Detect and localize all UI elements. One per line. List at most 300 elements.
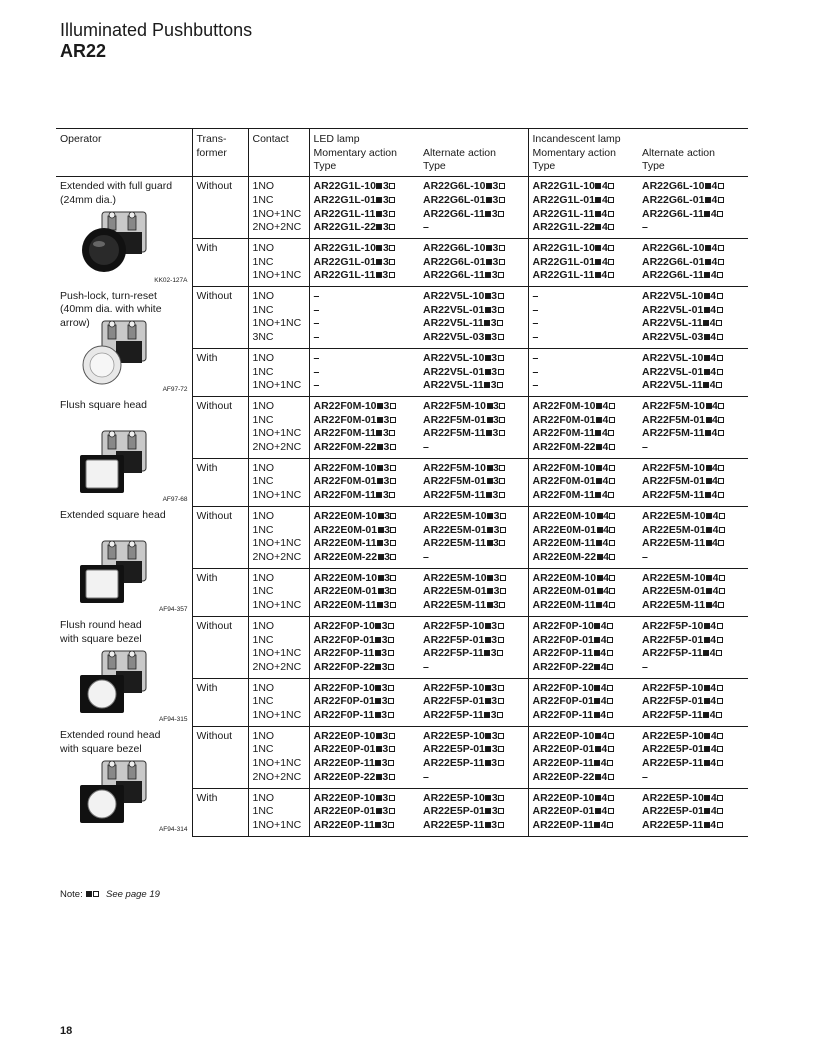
contact-cell <box>248 396 309 458</box>
model-number: AR22E0M-01 4 <box>533 585 636 599</box>
model-number: AR22G6L-10 3 <box>423 242 525 256</box>
model-number: – <box>313 351 320 364</box>
led-alternate-cell <box>419 348 528 396</box>
led-momentary-cell <box>309 616 419 678</box>
model-number: – <box>532 379 539 392</box>
model-number: AR22V5L-11 3 <box>423 379 525 393</box>
model-number: AR22G1L-11 4 <box>533 208 636 222</box>
page-title: Illuminated Pushbuttons <box>60 20 253 40</box>
model-number: AR22E0M-01 3 <box>314 524 417 538</box>
operator-label: Extended square head <box>60 509 166 522</box>
incandescent-alternate-cell <box>638 678 748 726</box>
model-number: AR22E5P-10 4 <box>642 792 745 806</box>
led-momentary-cell <box>309 506 419 568</box>
model-number: AR22G1L-11 3 <box>314 208 417 222</box>
model-number: AR22F0P-22 4 <box>533 661 636 675</box>
model-number: AR22E0P-11 3 <box>314 819 417 833</box>
model-number: AR22F5P-10 4 <box>642 620 745 634</box>
model-number: – <box>532 365 539 378</box>
contact-type: 2NO+2NC <box>252 221 302 234</box>
led-alternate-cell <box>419 568 528 616</box>
model-number: AR22F0M-22 3 <box>314 441 417 455</box>
model-number: AR22E0M-11 3 <box>314 599 417 613</box>
led-alternate-cell <box>419 458 528 506</box>
model-number: AR22E0M-10 3 <box>314 572 417 586</box>
contact-type: 1NC <box>252 413 274 426</box>
figure-code: AF94-357 <box>158 606 188 614</box>
model-number: AR22F0P-10 3 <box>314 620 417 634</box>
model-number: AR22E5P-11 4 <box>642 819 745 833</box>
figure-code: AF97-68 <box>162 496 188 504</box>
table-row <box>56 616 748 678</box>
operator-photo <box>60 206 188 284</box>
incandescent-momentary-cell <box>528 238 638 286</box>
model-number: AR22E5M-10 3 <box>423 572 525 586</box>
contact-type: 1NC <box>252 633 274 646</box>
model-number: AR22G1L-10 4 <box>533 180 636 194</box>
model-number: AR22E0M-22 3 <box>314 551 417 565</box>
contact-type: 2NO+2NC <box>252 660 302 673</box>
contact-type: 1NC <box>252 585 274 598</box>
led-momentary-cell <box>309 678 419 726</box>
model-number: AR22E5P-10 4 <box>642 730 745 744</box>
model-number: AR22E0P-10 3 <box>314 792 417 806</box>
operator-cell <box>56 396 192 506</box>
led-momentary-cell <box>309 458 419 506</box>
model-number: AR22G1L-22 4 <box>533 221 636 235</box>
operator-photo <box>60 755 188 833</box>
incandescent-alternate-cell <box>638 177 748 239</box>
col-header-contact: Contact <box>248 129 309 177</box>
led-alternate-cell <box>419 287 528 349</box>
pushbutton-extended-round-icon <box>72 755 152 825</box>
incandescent-momentary-cell <box>528 726 638 788</box>
contact-type: 1NO+1NC <box>252 818 302 831</box>
table-row <box>56 177 748 239</box>
contact-type: 1NC <box>252 303 274 316</box>
model-number: – <box>423 660 429 673</box>
contact-type: 1NO <box>252 619 275 632</box>
led-momentary-cell <box>309 396 419 458</box>
incandescent-alternate-cell <box>638 238 748 286</box>
contact-type: 1NO <box>252 399 275 412</box>
col-header-transformer: Trans- former <box>192 129 248 177</box>
model-number: AR22G1L-10 3 <box>314 180 417 194</box>
model-number: AR22E5M-11 3 <box>423 537 525 551</box>
model-number: AR22F5P-01 4 <box>642 634 745 648</box>
contact-type: 1NC <box>252 193 274 206</box>
incandescent-momentary-cell <box>528 678 638 726</box>
model-number: AR22G1L-11 4 <box>533 269 636 283</box>
led-alternate-cell <box>419 726 528 788</box>
incandescent-momentary-cell <box>528 788 638 836</box>
transformer-cell: Without <box>192 396 248 458</box>
contact-type: 2NO+2NC <box>252 550 302 563</box>
model-number: AR22F0M-10 4 <box>533 400 636 414</box>
contact-type: 1NO+1NC <box>252 537 302 550</box>
model-number: AR22V5L-01 4 <box>642 304 745 318</box>
model-number: AR22F0P-01 3 <box>314 695 417 709</box>
model-number: AR22F5M-01 3 <box>423 414 525 428</box>
model-number: AR22E5M-11 3 <box>423 599 525 613</box>
model-number: AR22F5M-10 3 <box>423 400 525 414</box>
pushbutton-flush-round-icon <box>72 645 152 715</box>
model-number: – <box>532 351 539 364</box>
model-number: – <box>532 303 539 316</box>
led-momentary-cell <box>309 287 419 349</box>
led-momentary-cell <box>309 788 419 836</box>
model-number: AR22F0P-11 3 <box>314 709 417 723</box>
model-number: AR22E0M-10 4 <box>533 572 636 586</box>
model-number: AR22V5L-01 3 <box>423 304 525 318</box>
model-number: AR22G1L-22 3 <box>314 221 417 235</box>
contact-cell <box>248 287 309 349</box>
model-number: AR22E0P-01 3 <box>314 743 417 757</box>
contact-type: 1NO+1NC <box>252 599 302 612</box>
model-number: AR22E5M-11 4 <box>642 537 745 551</box>
contact-type: 3NC <box>252 331 274 344</box>
model-number: AR22E5M-01 4 <box>642 524 745 538</box>
model-number: – <box>313 290 320 303</box>
contact-cell <box>248 238 309 286</box>
contact-type: 1NO <box>252 180 275 193</box>
incandescent-alternate-cell <box>638 788 748 836</box>
col-header-incandescent-alternate: Alternate action Type <box>638 129 748 177</box>
model-number: AR22F0M-01 4 <box>533 475 636 489</box>
transformer-cell: With <box>192 788 248 836</box>
model-number: AR22F5P-11 4 <box>642 647 745 661</box>
model-number: AR22F0P-11 4 <box>533 647 636 661</box>
model-number: AR22G1L-01 4 <box>533 194 636 208</box>
model-number: AR22V5L-01 4 <box>642 366 745 380</box>
model-number: AR22E0P-01 4 <box>533 743 636 757</box>
incandescent-momentary-cell <box>528 568 638 616</box>
transformer-cell: Without <box>192 616 248 678</box>
model-number: – <box>423 770 429 783</box>
model-number: AR22F5M-01 3 <box>423 475 525 489</box>
transformer-cell: With <box>192 348 248 396</box>
model-number: – <box>313 379 320 392</box>
operator-photo <box>60 425 188 503</box>
contact-type: 1NO+1NC <box>252 427 302 440</box>
model-number: AR22E5M-01 4 <box>642 585 745 599</box>
model-number: AR22F5P-11 3 <box>423 647 525 661</box>
model-number: AR22F0M-11 3 <box>314 427 417 441</box>
model-number: AR22E5P-01 4 <box>642 743 745 757</box>
model-number: AR22F5M-10 4 <box>642 462 745 476</box>
led-alternate-cell <box>419 396 528 458</box>
model-number: AR22F5M-11 4 <box>642 427 745 441</box>
led-momentary-cell <box>309 568 419 616</box>
table-row <box>56 506 748 568</box>
model-number: AR22G1L-01 3 <box>314 256 417 270</box>
transformer-cell: With <box>192 458 248 506</box>
model-number: AR22G1L-01 3 <box>314 194 417 208</box>
pushbutton-flush-square-icon <box>72 425 152 495</box>
contact-type: 1NC <box>252 365 274 378</box>
model-number: AR22E0P-10 4 <box>533 730 636 744</box>
operator-cell <box>56 287 192 397</box>
model-number: AR22F0M-10 4 <box>533 462 636 476</box>
transformer-cell: Without <box>192 287 248 349</box>
model-table <box>56 128 748 837</box>
led-alternate-cell <box>419 506 528 568</box>
note-text: See page 19 <box>106 889 160 900</box>
model-number: AR22E0P-01 4 <box>533 805 636 819</box>
contact-cell <box>248 348 309 396</box>
led-momentary-cell <box>309 177 419 239</box>
model-number: AR22E0M-11 4 <box>533 537 636 551</box>
transformer-cell: Without <box>192 177 248 239</box>
figure-code: AF94-315 <box>158 716 188 724</box>
contact-type: 1NO <box>252 351 275 364</box>
model-number: AR22F0M-11 4 <box>533 427 636 441</box>
contact-type: 1NO <box>252 241 275 254</box>
model-number: AR22G1L-01 4 <box>533 256 636 270</box>
col-header-operator: Operator <box>56 129 192 177</box>
contact-cell <box>248 568 309 616</box>
model-number: AR22E0P-22 4 <box>533 771 636 785</box>
led-momentary-cell <box>309 238 419 286</box>
model-number: AR22E5P-11 3 <box>423 819 525 833</box>
figure-code: KK02-127A <box>154 276 188 284</box>
model-number: AR22E0P-10 4 <box>533 792 636 806</box>
pushbutton-mushroom-icon <box>72 315 152 385</box>
model-number: AR22G6L-10 4 <box>642 242 745 256</box>
incandescent-momentary-cell <box>528 287 638 349</box>
pushbutton-extended-square-icon <box>72 535 152 605</box>
model-number: AR22E0P-11 3 <box>314 757 417 771</box>
model-number: AR22F0M-11 3 <box>314 489 417 503</box>
model-number: AR22E5P-01 4 <box>642 805 745 819</box>
filled-square-icon <box>86 891 92 897</box>
model-number: AR22E0M-22 4 <box>533 551 636 565</box>
operator-label: Flush square head <box>60 399 147 412</box>
incandescent-momentary-cell <box>528 506 638 568</box>
contact-type: 1NC <box>252 475 274 488</box>
incandescent-momentary-cell <box>528 348 638 396</box>
contact-type: 1NC <box>252 805 274 818</box>
contact-type: 1NC <box>252 743 274 756</box>
operator-label: Push-lock, turn-reset (40mm dia. with white arrow) <box>60 289 162 329</box>
pushbutton-full-guard-icon <box>72 206 152 276</box>
model-number: AR22E0M-11 4 <box>533 599 636 613</box>
model-number: AR22E5M-11 4 <box>642 599 745 613</box>
model-number: AR22E0P-11 4 <box>533 757 636 771</box>
model-number: AR22G6L-11 3 <box>423 208 525 222</box>
model-number: AR22V5L-11 4 <box>642 317 745 331</box>
model-number: AR22V5L-10 4 <box>642 290 745 304</box>
operator-label: Flush round head with square bezel <box>60 619 142 645</box>
contact-type: 1NO+1NC <box>252 709 302 722</box>
model-number: AR22F0M-01 3 <box>314 414 417 428</box>
contact-type: 1NO+1NC <box>252 647 302 660</box>
operator-photo <box>60 535 188 613</box>
model-number: – <box>642 221 648 234</box>
incandescent-momentary-cell <box>528 616 638 678</box>
led-momentary-cell <box>309 348 419 396</box>
incandescent-momentary-cell <box>528 396 638 458</box>
model-number: AR22F0P-22 3 <box>314 661 417 675</box>
model-number: AR22V5L-01 3 <box>423 366 525 380</box>
operator-cell <box>56 616 192 726</box>
model-number: AR22G6L-01 4 <box>642 256 745 270</box>
model-number: AR22V5L-11 4 <box>642 379 745 393</box>
model-number: AR22E5P-10 3 <box>423 730 525 744</box>
table-row <box>56 726 748 788</box>
model-number: AR22F0P-01 4 <box>533 695 636 709</box>
contact-type: 1NO <box>252 461 275 474</box>
page-subtitle: AR22 <box>60 41 107 61</box>
model-number: AR22G6L-10 4 <box>642 180 745 194</box>
model-number: AR22F5P-10 3 <box>423 620 525 634</box>
model-number: – <box>532 331 539 344</box>
model-number: – <box>642 660 648 673</box>
model-number: AR22F5M-10 4 <box>642 400 745 414</box>
model-number: AR22V5L-11 3 <box>423 317 525 331</box>
model-number: AR22F5P-11 3 <box>423 709 525 723</box>
model-number: AR22F0M-10 3 <box>314 462 417 476</box>
contact-type: 1NO <box>252 290 275 303</box>
model-number: AR22F5M-11 4 <box>642 489 745 503</box>
contact-type: 1NC <box>252 255 274 268</box>
model-number: AR22F5P-01 4 <box>642 695 745 709</box>
model-number: AR22E0M-01 3 <box>314 585 417 599</box>
model-number: AR22E5M-01 3 <box>423 524 525 538</box>
contact-cell <box>248 458 309 506</box>
model-number: AR22F5P-11 4 <box>642 709 745 723</box>
model-number: – <box>642 550 648 563</box>
incandescent-momentary-cell <box>528 458 638 506</box>
figure-code: AF97-72 <box>162 386 188 394</box>
contact-type: 1NO <box>252 681 275 694</box>
model-number: – <box>423 221 429 234</box>
model-number: AR22V5L-03 4 <box>642 331 745 345</box>
model-number: AR22F5P-01 3 <box>423 634 525 648</box>
contact-type: 1NO <box>252 791 275 804</box>
model-number: – <box>423 441 429 454</box>
contact-type: 1NO+1NC <box>252 379 302 392</box>
contact-cell <box>248 788 309 836</box>
table-header-row <box>56 129 748 177</box>
model-number: AR22E0M-01 4 <box>533 524 636 538</box>
contact-cell <box>248 506 309 568</box>
col-header-led-alternate: Alternate action Type <box>419 129 528 177</box>
model-number: AR22G6L-01 4 <box>642 194 745 208</box>
model-number: AR22E5M-10 4 <box>642 572 745 586</box>
model-number: AR22V5L-10 3 <box>423 352 525 366</box>
model-number: AR22E5M-10 4 <box>642 510 745 524</box>
model-number: AR22F5M-01 4 <box>642 414 745 428</box>
incandescent-alternate-cell <box>638 568 748 616</box>
model-number: AR22E5P-01 3 <box>423 743 525 757</box>
incandescent-momentary-cell <box>528 177 638 239</box>
model-number: AR22G6L-01 3 <box>423 194 525 208</box>
table-note <box>60 889 160 900</box>
page-number: 18 <box>60 1025 73 1037</box>
model-number: AR22G6L-10 3 <box>423 180 525 194</box>
incandescent-alternate-cell <box>638 458 748 506</box>
led-alternate-cell <box>419 616 528 678</box>
model-number: AR22F0P-11 3 <box>314 647 417 661</box>
col-header-led-momentary: LED lamp Momentary action Type <box>309 129 419 177</box>
contact-type: 1NO+1NC <box>252 207 302 220</box>
model-number: AR22G6L-11 4 <box>642 208 745 222</box>
contact-type: 1NO <box>252 509 275 522</box>
led-alternate-cell <box>419 678 528 726</box>
model-number: AR22V5L-03 3 <box>423 331 525 345</box>
model-number: AR22F0P-10 4 <box>533 620 636 634</box>
col-header-incandescent-momentary: Incandescent lamp Momentary action Type <box>528 129 638 177</box>
model-number: – <box>313 317 320 330</box>
model-number: AR22G1L-10 4 <box>533 242 636 256</box>
led-alternate-cell <box>419 238 528 286</box>
contact-type: 2NO+2NC <box>252 441 302 454</box>
contact-type: 2NO+2NC <box>252 770 302 783</box>
contact-type: 1NO <box>252 729 275 742</box>
model-number: – <box>532 317 539 330</box>
transformer-cell: With <box>192 238 248 286</box>
contact-type: 1NO+1NC <box>252 489 302 502</box>
note-label: Note: <box>60 889 83 900</box>
model-number: AR22E0P-11 4 <box>533 819 636 833</box>
contact-type: 1NO+1NC <box>252 317 302 330</box>
model-number: AR22G6L-11 3 <box>423 269 525 283</box>
operator-photo <box>60 315 188 393</box>
open-square-icon <box>93 891 99 897</box>
model-number: AR22V5L-10 3 <box>423 290 525 304</box>
model-number: AR22F0P-11 4 <box>533 709 636 723</box>
operator-cell <box>56 726 192 836</box>
model-number: AR22E0M-10 4 <box>533 510 636 524</box>
model-number: AR22F5P-01 3 <box>423 695 525 709</box>
contact-type: 1NO+1NC <box>252 757 302 770</box>
model-number: AR22G6L-01 3 <box>423 256 525 270</box>
model-number: AR22F5M-01 4 <box>642 475 745 489</box>
contact-type: 1NC <box>252 523 274 536</box>
model-number: AR22F5P-10 3 <box>423 682 525 696</box>
incandescent-alternate-cell <box>638 287 748 349</box>
model-number: AR22F0P-01 3 <box>314 634 417 648</box>
model-number: AR22F5M-11 3 <box>423 489 525 503</box>
contact-type: 1NO <box>252 571 275 584</box>
model-number: AR22V5L-10 4 <box>642 352 745 366</box>
model-number: AR22F5M-11 3 <box>423 427 525 441</box>
contact-type: 1NC <box>252 695 274 708</box>
model-number: AR22F0M-11 4 <box>533 489 636 503</box>
incandescent-alternate-cell <box>638 506 748 568</box>
model-number: – <box>642 770 648 783</box>
transformer-cell: With <box>192 678 248 726</box>
figure-code: AF94-314 <box>158 826 188 834</box>
model-number: AR22E5P-11 4 <box>642 757 745 771</box>
transformer-cell: Without <box>192 726 248 788</box>
model-number: – <box>423 550 429 563</box>
model-number: AR22E5M-10 3 <box>423 510 525 524</box>
incandescent-alternate-cell <box>638 616 748 678</box>
model-number: – <box>313 331 320 344</box>
model-number: AR22E0P-22 3 <box>314 771 417 785</box>
model-number: AR22G6L-11 4 <box>642 269 745 283</box>
model-number: AR22F5M-10 3 <box>423 462 525 476</box>
model-number: – <box>313 365 320 378</box>
model-number: AR22F0M-22 4 <box>533 441 636 455</box>
operator-cell <box>56 177 192 287</box>
transformer-cell: Without <box>192 506 248 568</box>
model-number: – <box>642 441 648 454</box>
model-number: AR22F0M-01 4 <box>533 414 636 428</box>
model-number: AR22G1L-10 3 <box>314 242 417 256</box>
